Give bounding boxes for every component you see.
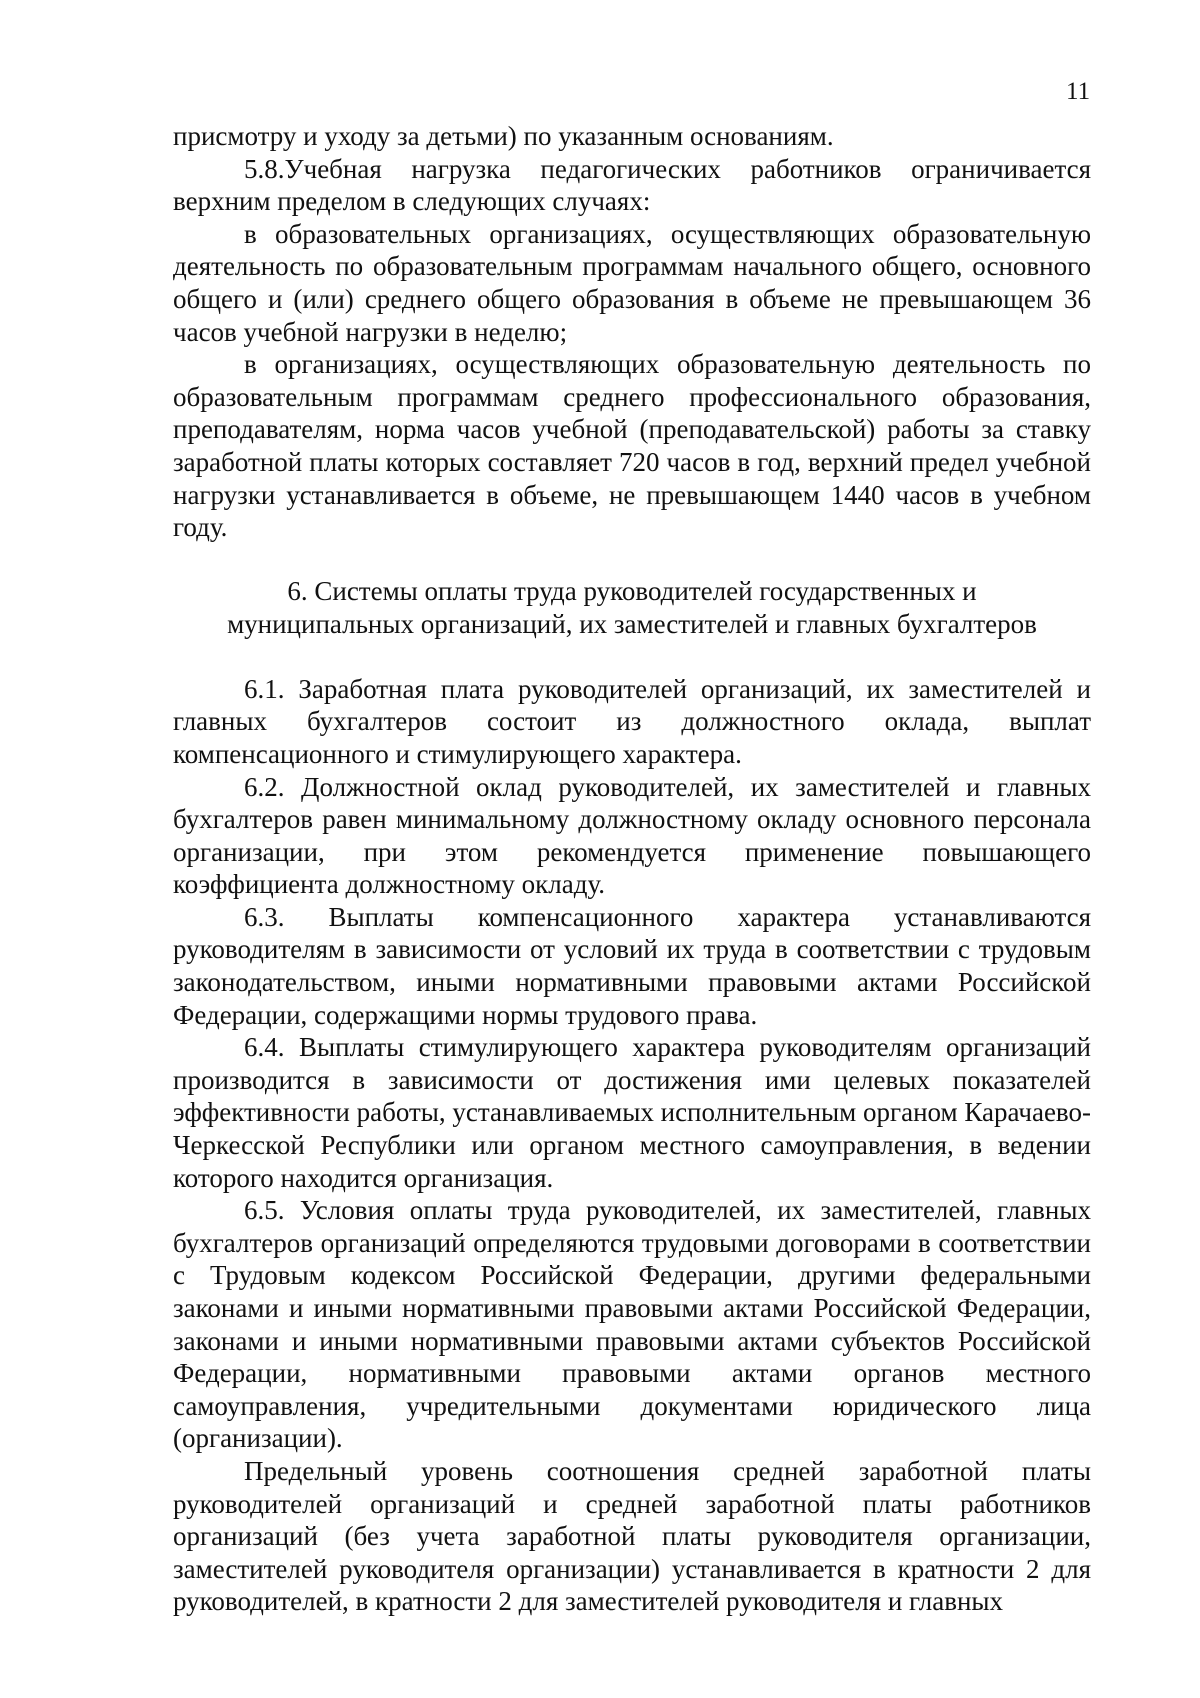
spacer bbox=[173, 544, 1091, 575]
spacer bbox=[173, 641, 1091, 673]
paragraph-6-3: 6.3. Выплаты компенсационного характера устанавливаются руководителям в зависимости от условий их труда в соответствии с трудовым законодательством, иными нормативными правовыми актами Российской Федерации, содержащими нормы трудового права. bbox=[173, 901, 1091, 1030]
paragraph-5-8: 5.8.Учебная нагрузка педагогических работников ограничивается верхним пределом в следующих случаях: bbox=[173, 153, 1091, 217]
paragraph-continuation: присмотру и уходу за детьми) по указанным основаниям. bbox=[173, 121, 834, 151]
page-number: 11 bbox=[1066, 78, 1091, 105]
section-6-heading bbox=[173, 575, 1091, 641]
section-6-heading-line-2: муниципальных организаций, их заместителей и главных бухгалтеров bbox=[227, 608, 1037, 639]
paragraph-6-4: 6.4. Выплаты стимулирующего характера руководителям организаций производится в зависимости от достижения ими целевых показателей эффективности работы, устанавливаемых исполнительным органом Карачаево-Черкесской Республики или органом местного самоуправления, в ведении которого находится организация. bbox=[173, 1032, 1091, 1193]
paragraph-6-2: 6.2. Должностной оклад руководителей, их заместителей и главных бухгалтеров равен минимальному должностному окладу основного персонала организации, при этом рекомендуется применение повышающего коэффициента должностному окладу. bbox=[173, 771, 1091, 900]
document-body bbox=[173, 120, 1091, 1618]
paragraph-6-1: 6.1. Заработная плата руководителей организаций, их заместителей и главных бухгалтеров состоит из должностного оклада, выплат компенсационного и стимулирующего характера. bbox=[173, 673, 1091, 769]
section-6-heading-line-1: 6. Системы оплаты труда руководителей государственных и bbox=[287, 575, 977, 606]
paragraph-salary-ratio: Предельный уровень соотношения средней заработной платы руководителей организаций и средней заработной платы работников организаций (без учета заработной платы руководителя организации, заместителей руководителя организации) устанавливается в кратности 2 для руководителей, в кратности 2 для заместителей руководителя и главных bbox=[173, 1455, 1091, 1617]
paragraph-5-8-general-education: в образовательных организациях, осуществляющих образовательную деятельность по образовательным программам начального общего, основного общего и (или) среднего общего образования в объеме не превышающем 36 часов учебной нагрузки в неделю; bbox=[173, 218, 1091, 347]
paragraph-5-8-vocational-education: в организациях, осуществляющих образовательную деятельность по образовательным программам среднего профессионального образования, преподавателям, норма часов учебной (преподавательской) работы за ставку заработной платы которых составляет 720 часов в год, верхний предел учебной нагрузки устанавливается в объеме, не превышающем 1440 часов в учебном году. bbox=[173, 349, 1091, 543]
paragraph-6-5: 6.5. Условия оплаты труда руководителей, их заместителей, главных бухгалтеров организаций определяются трудовыми договорами в соответствии с Трудовым кодексом Российской Федерации, другими федеральными законами и иными нормативными правовыми актами Российской Федерации, законами и иными нормативными правовыми актами субъектов Российской Федерации, нормативными правовыми актами органов местного самоуправления, учредительными документами юридического лица (организации). bbox=[173, 1195, 1091, 1454]
